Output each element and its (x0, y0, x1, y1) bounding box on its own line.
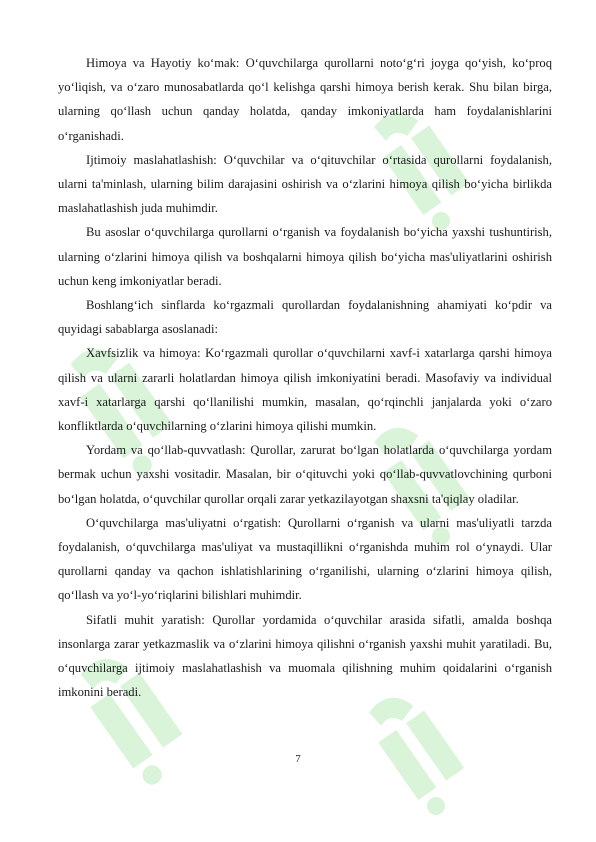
body-text (58, 51, 552, 704)
paragraph: Ijtimoiy maslahatlashish: O‘quvchilar va o‘qituvchilar o‘rtasida qurollarni foydalanish, ularni ta'minlash, ularning bilim darajasini oshirish va o‘zlarini himoya qilish bo‘yicha birlikda maslahatlashish juda muhimdir. (58, 152, 552, 216)
paragraph: Xavfsizlik va himoya: Ko‘rgazmali qurollar o‘quvchilarni xavf-i xatarlarga qarshi himoya qilish va ularni zararli holatlardan himoya qilish imkoniyatini beradi. Masofaviy va individual xavf-i xatarlarga qarshi qo‘llanilishi mumkin, masalan, qo‘rqinchli janjalarda yoki o‘zaro konfliktlarda o‘quvchilarning o‘zlarini himoya qilishi mumkin. (58, 346, 552, 434)
page-number: 7 (295, 753, 301, 765)
paragraph: Bu asoslar o‘quvchilarga qurollarni o‘rganish va foydalanish bo‘yicha yaxshi tushuntirish, ularning o‘zlarini himoya qilish va boshqalarni himoya qilish bo‘yicha mas'uliyatlarini oshirish uchun keng imkoniyatlar beradi. (58, 225, 552, 288)
paragraph: Boshlang‘ich sinflarda ko‘rgazmali qurollardan foydalanishning ahamiyati ko‘pdir va quyidagi sabablarga asoslanadi: (58, 298, 552, 337)
paragraph: Sifatli muhit yaratish: Qurollar yordamida o‘quvchilar arasida sifatli, amalda boshqa insonlarga zarar yetkazmaslik va o‘zlarini himoya qilishni o‘rganish yaxshi muhit yaratiladi. Bu, o‘quvchilarga ijtimoiy maslahatlashish va muomala qilishning muhim qoidalarini o‘rganish imkonini beradi. (58, 612, 552, 700)
paragraph: O‘quvchilarga mas'uliyatni o‘rgatish: Qurollarni o‘rganish va ularni mas'uliyatli tarzda foydalanish, o‘quvchilarga mas'uliyat va mustaqillikni o‘rganishda muhim rol o‘ynaydi. Ular qurollarni qanday va qachon ishlatishlarining o‘rganilishi, ularning o‘zlarini himoya qilish, qo‘llash va yo‘l-yo‘riqlarini bilishlari muhimdir. (58, 515, 552, 603)
paragraph: Yordam va qo‘llab-quvvatlash: Qurollar, zarurat bo‘lgan holatlarda o‘quvchilarga yordam bermak uchun yaxshi vositadir. Masalan, bir o‘qituvchi yoki qo‘llab-quvvatlovchining qurboni bo‘lgan holatda, o‘quvchilar qurollar orqali zarar yetkazilayotgan shaxsni ta'qiqlay oladilar. (58, 443, 552, 506)
paragraph: Himoya va Hayotiy ko‘mak: O‘quvchilarga qurollarni noto‘g‘ri joyga qo‘yish, ko‘proq yo‘liqish, va o‘zaro munosabatlarda qo‘l kelishga qarshi himoya berish kerak. Shu bilan birga, ularning qo‘llash uchun qanday holatda, qanday imkoniyatlarda ham foydalanishlarini o‘rganishadi. (58, 56, 552, 143)
